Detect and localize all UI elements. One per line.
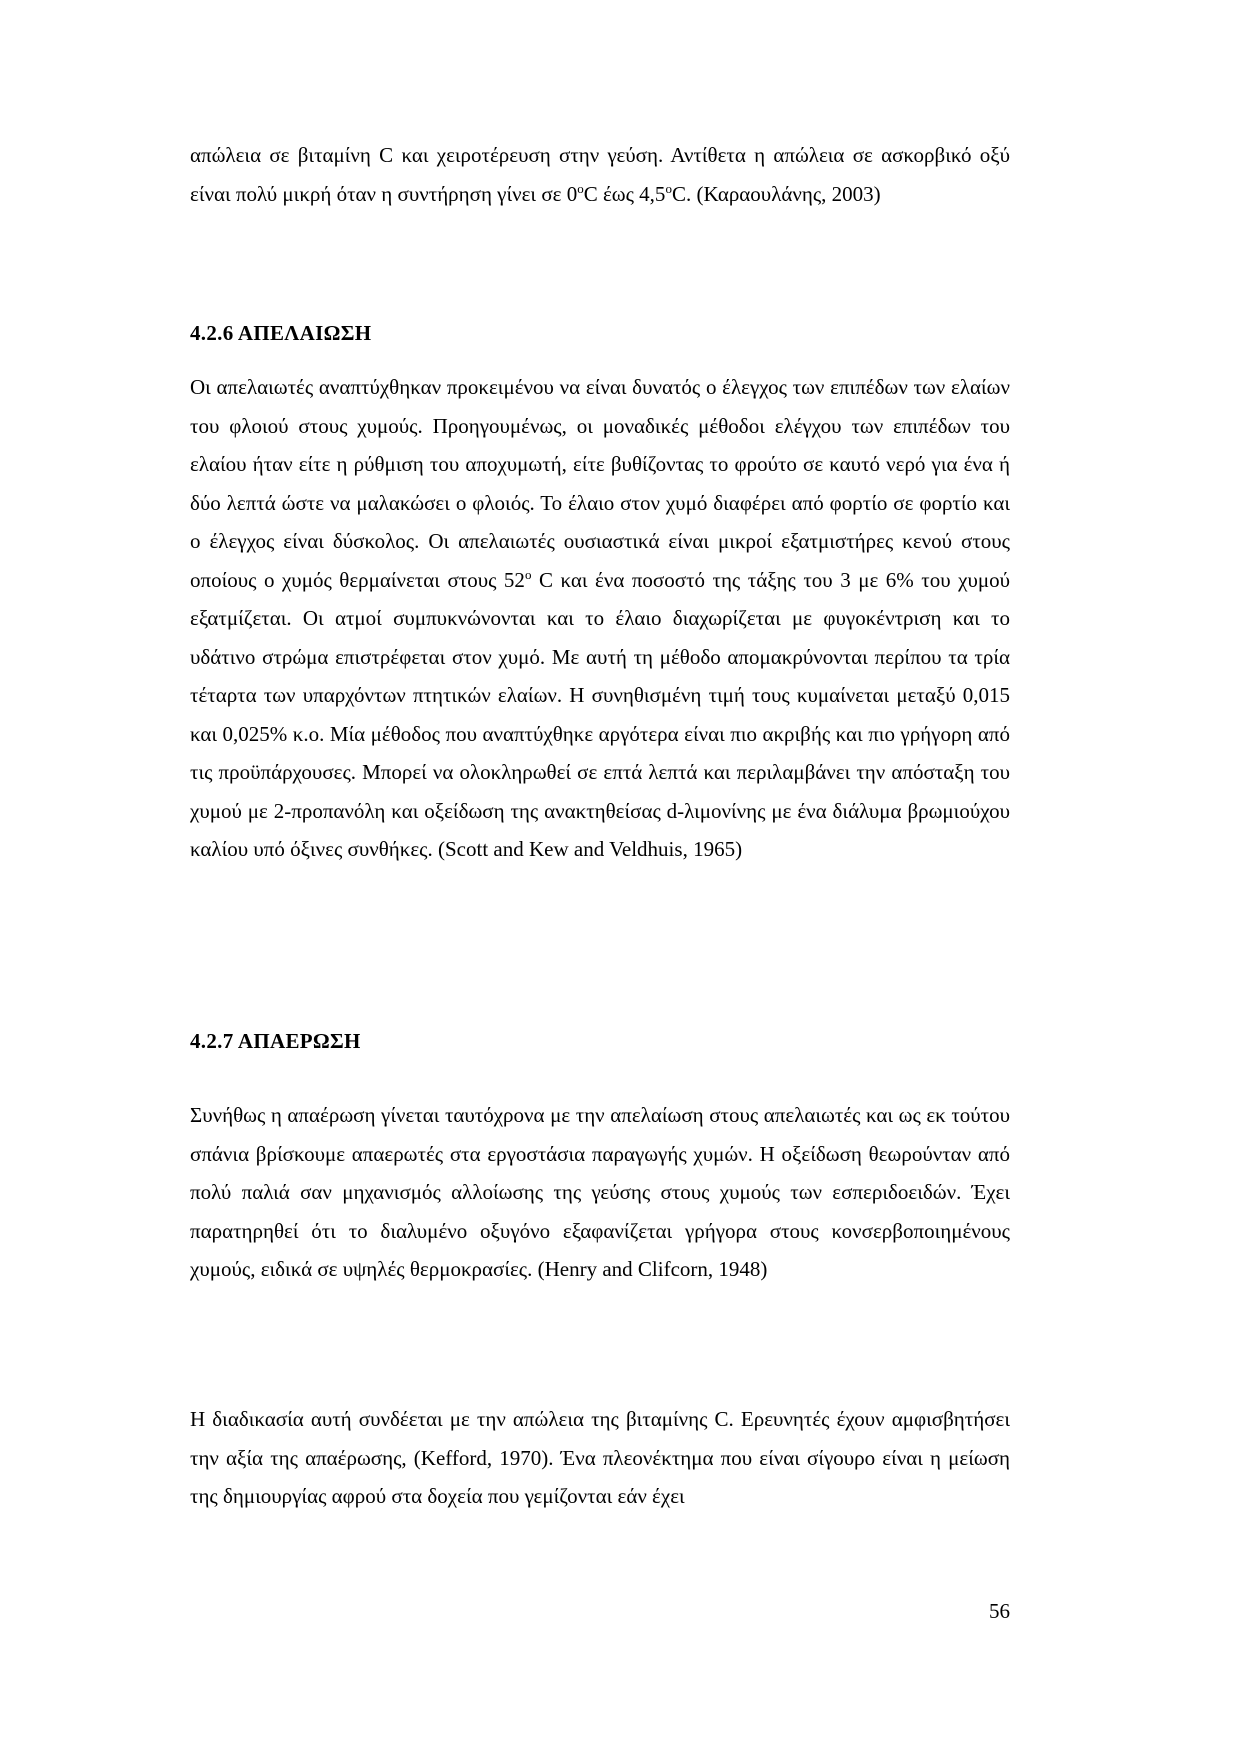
- section-4-2-7-paragraph-1: Συνήθως η απαέρωση γίνεται ταυτόχρονα με την απελαίωση στους απελαιωτές και ως εκ τούτου σπάνια βρίσκουμε απαερωτές στα εργοστάσια παραγωγής χυμών. Η οξείδωση θεωρούνταν από πολύ παλιά σαν μηχανισμός αλλοίωσης της γεύσης στους χυμούς των εσπεριδοειδών. Έχει παρατηρηθεί ότι το διαλυμένο οξυγόνο εξαφανίζεται γρήγορα στους κονσερβοποιημένους χυμούς, ειδικά σε υψηλές θερμοκρασίες. (Henry and Clifcorn, 1948): [190, 1103, 1010, 1281]
- section-heading-4-2-7: 4.2.7 ΑΠΑΕΡΩΣΗ: [190, 1029, 361, 1053]
- degree-superscript: o: [524, 566, 532, 582]
- intro-text-b: C έως 4,5: [583, 181, 666, 206]
- section-4-2-7-paragraph-2: Η διαδικασία αυτή συνδέεται με την απώλεια της βιταμίνης C. Ερευνητές έχουν αμφισβητήσει την αξία της απαέρωσης, (Kefford, 1970). Ένα πλεονέκτημα που είναι σίγουρο είναι η μείωση της δημιουργίας αφρού στα δοχεία που γεμίζονται εάν έχει: [190, 1407, 1010, 1508]
- intro-paragraph: [190, 136, 1010, 213]
- section-4-2-6-paragraph: [190, 368, 1010, 869]
- intro-text-c: C. (Καραουλάνης, 2003): [671, 181, 881, 206]
- page-number: 56: [989, 1599, 1010, 1623]
- section-heading-4-2-6: 4.2.6 ΑΠΕΛΑΙΩΣΗ: [190, 321, 372, 345]
- paragraph-text-b: C και ένα ποσοστό της τάξης του 3 με 6% του χυμού εξατμίζεται. Οι ατμοί συμπυκνώνονται και το έλαιο διαχωρίζεται με φυγοκέντριση και το υδάτινο στρώμα επιστρέφεται στον χυμό. Με αυτή τη μέθοδο απομακρύνονται περίπου τα τρία τέταρτα των υπαρχόντων πτητικών ελαίων. Η συνηθισμένη τιμή τους κυμαίνεται μεταξύ 0,015 και 0,025% κ.ο. Μία μέθοδος που αναπτύχθηκε αργότερα είναι πιο ακριβής και πιο γρήγορη από τις προϋπάρχουσες. Μπορεί να ολοκληρωθεί σε επτά λεπτά και περιλαμβάνει την απόσταξη του χυμού με 2-προπανόλη και οξείδωση της ανακτηθείσας d-λιμονίνης με ένα διάλυμα βρωμιούχου καλίου υπό όξινες συνθήκες. (Scott and Kew and Veldhuis, 1965): [190, 567, 1011, 861]
- paragraph-text-a: Οι απελαιωτές αναπτύχθηκαν προκειμένου να είναι δυνατός ο έλεγχος των επιπέδων των ελαίων του φλοιού στους χυμούς. Προηγουμένως, οι μοναδικές μέθοδοι ελέγχου των επιπέδων του ελαίου ήταν είτε η ρύθμιση του αποχυμωτή, είτε βυθίζοντας το φρούτο σε καυτό νερό για ένα ή δύο λεπτά ώστε να μαλακώσει ο φλοιός. Το έλαιο στον χυμό διαφέρει από φορτίο σε φορτίο και ο έλεγχος είναι δύσκολος. Οι απελαιωτές ουσιαστικά είναι μικροί εξατμιστήρες κενού στους οποίους ο χυμός θερμαίνεται στους 52: [190, 375, 1010, 592]
- degree-superscript: o: [665, 180, 672, 196]
- intro-text-a: απώλεια σε βιταμίνη C και χειροτέρευση στην γεύση. Αντίθετα η απώλεια σε ασκορβικό οξύ είναι πολύ μικρή όταν η συντήρηση γίνει σε 0: [190, 143, 1010, 206]
- degree-superscript: o: [577, 180, 584, 196]
